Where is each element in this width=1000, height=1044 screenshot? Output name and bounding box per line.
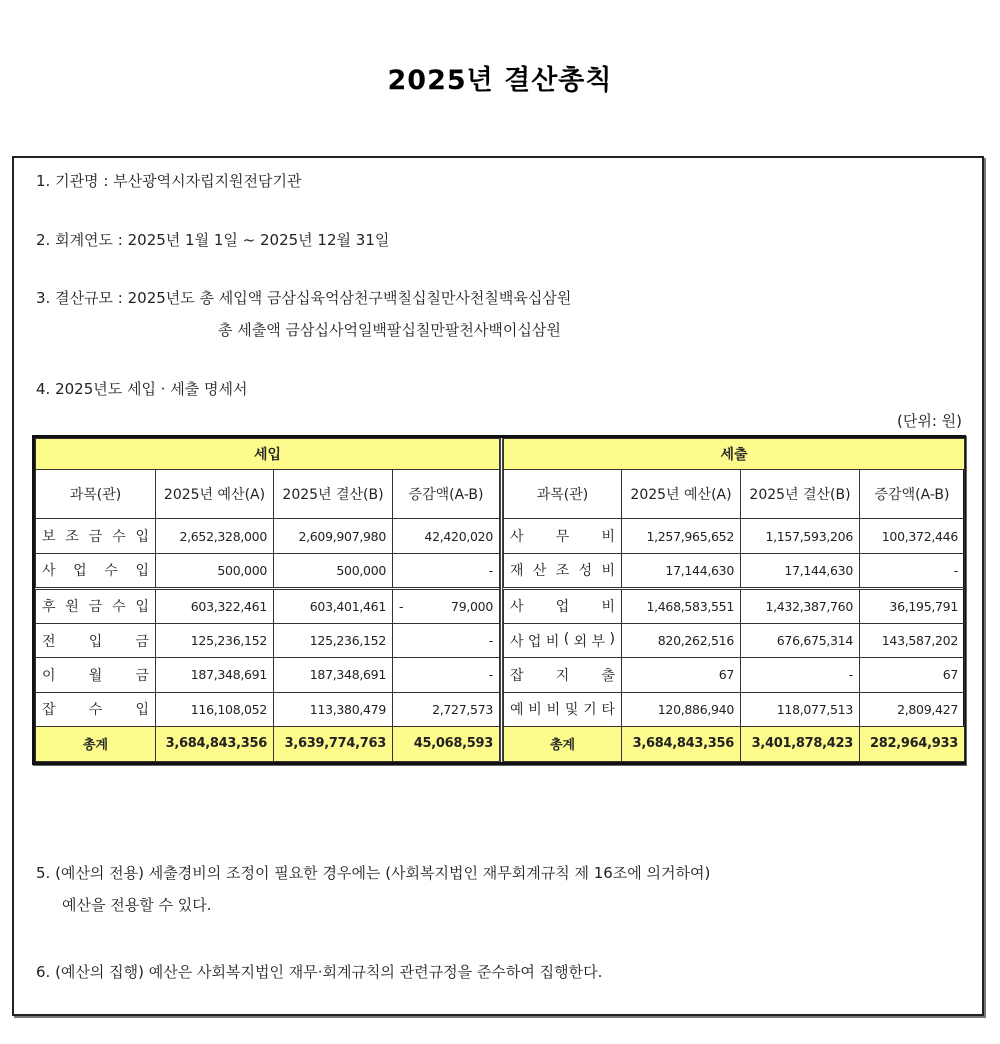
row-diff: -	[393, 658, 500, 692]
row-diff: 36,195,791	[860, 588, 965, 623]
row-actual: 603,401,461	[274, 588, 393, 623]
row-item: 사 무 비	[504, 519, 622, 553]
table-row	[504, 519, 965, 553]
row-item: 보 조 금 수 입	[36, 519, 156, 553]
negative-sign: -	[399, 598, 404, 614]
total-budget: 3,684,843,356	[622, 726, 741, 761]
row-diff: 100,372,446	[860, 519, 965, 553]
table-row	[36, 553, 500, 588]
section-3-scale-expenditure: 총 세출액 금삼십사억일백팔십칠만팔천사백이십삼원	[218, 321, 561, 339]
row-actual: 113,380,479	[274, 692, 393, 726]
col-header-diff: 증감액(A-B)	[393, 470, 500, 519]
row-budget: 2,652,328,000	[156, 519, 274, 553]
revenue-band-title: 세입	[36, 439, 500, 470]
table-row	[504, 692, 965, 726]
row-budget: 67	[622, 658, 741, 692]
page-title: 2025년 결산총칙	[387, 65, 613, 96]
row-diff: 2,727,573	[393, 692, 500, 726]
row-actual: 17,144,630	[741, 553, 860, 588]
total-diff: 282,964,933	[860, 726, 965, 761]
row-budget: 1,257,965,652	[622, 519, 741, 553]
col-header-item: 과목(관)	[36, 470, 156, 519]
table-row	[36, 519, 500, 553]
row-actual: 187,348,691	[274, 658, 393, 692]
unit-label: (단위: 원)	[897, 412, 962, 430]
col-header-actual: 2025년 결산(B)	[741, 470, 860, 519]
total-actual: 3,639,774,763	[274, 726, 393, 761]
table-row	[504, 658, 965, 692]
table-row	[36, 692, 500, 726]
revenue-expenditure-table	[32, 435, 966, 765]
total-actual: 3,401,878,423	[741, 726, 860, 761]
row-diff: 67	[860, 658, 965, 692]
section-3-scale-revenue: 3. 결산규모 : 2025년도 총 세입액 금삼십육억삼천구백칠십칠만사천칠백육십삼원	[36, 289, 572, 307]
col-header-diff: 증감액(A-B)	[860, 470, 965, 519]
total-diff: 45,068,593	[393, 726, 500, 761]
row-item: 예 비 비 및 기 타	[504, 692, 622, 726]
section-4-statement-heading: 4. 2025년도 세입 · 세출 명세서	[36, 380, 248, 398]
row-budget: 187,348,691	[156, 658, 274, 692]
row-actual: 500,000	[274, 553, 393, 588]
col-header-actual: 2025년 결산(B)	[274, 470, 393, 519]
section-5-budget-transfer: 5. (예산의 전용) 세출경비의 조정이 필요한 경우에는 (사회복지법인 재무회계규칙 제 16조에 의거하여)	[36, 864, 711, 882]
row-budget: 120,886,940	[622, 692, 741, 726]
row-actual: 2,609,907,980	[274, 519, 393, 553]
total-budget: 3,684,843,356	[156, 726, 274, 761]
total-label: 총계	[36, 726, 156, 761]
revenue-table	[35, 438, 500, 762]
expenditure-total-row	[504, 726, 965, 761]
section-1-institution: 1. 기관명 : 부산광역시자립지원전담기관	[36, 172, 302, 190]
row-actual: 125,236,152	[274, 624, 393, 658]
total-label: 총계	[504, 726, 622, 761]
row-actual: 1,432,387,760	[741, 588, 860, 623]
table-row	[36, 588, 500, 623]
row-diff: -	[860, 553, 965, 588]
row-actual: 1,157,593,206	[741, 519, 860, 553]
row-item: 이 월 금	[36, 658, 156, 692]
row-budget: 820,262,516	[622, 624, 741, 658]
row-budget: 125,236,152	[156, 624, 274, 658]
row-actual: -	[741, 658, 860, 692]
table-row	[36, 658, 500, 692]
row-diff: 42,420,020	[393, 519, 500, 553]
row-item: 사 업 비	[504, 588, 622, 623]
row-item: 잡 수 입	[36, 692, 156, 726]
table-row	[504, 553, 965, 588]
row-item: 잡 지 출	[504, 658, 622, 692]
row-budget: 603,322,461	[156, 588, 274, 623]
row-actual: 118,077,513	[741, 692, 860, 726]
row-budget: 500,000	[156, 553, 274, 588]
row-item: 전 입 금	[36, 624, 156, 658]
row-item: 재 산 조 성 비	[504, 553, 622, 588]
row-budget: 116,108,052	[156, 692, 274, 726]
section-5-budget-transfer-cont: 예산을 전용할 수 있다.	[62, 896, 212, 914]
row-diff: - 79,000	[393, 588, 500, 623]
table-row	[504, 588, 965, 623]
col-header-budget: 2025년 예산(A)	[156, 470, 274, 519]
row-item: 후 원 금 수 입	[36, 588, 156, 623]
expenditure-band-title: 세출	[504, 439, 965, 470]
table-row	[504, 624, 965, 658]
row-actual: 676,675,314	[741, 624, 860, 658]
row-budget: 17,144,630	[622, 553, 741, 588]
row-item: 사 업 비 ( 외 부 )	[504, 624, 622, 658]
section-6-budget-execution: 6. (예산의 집행) 예산은 사회복지법인 재무·회계규칙의 관련규정을 준수하여 집행한다.	[36, 963, 603, 981]
row-diff: -	[393, 553, 500, 588]
row-budget: 1,468,583,551	[622, 588, 741, 623]
row-diff: 2,809,427	[860, 692, 965, 726]
row-item: 사 업 수 입	[36, 553, 156, 588]
revenue-total-row	[36, 726, 500, 761]
section-2-fiscal-year: 2. 회계연도 : 2025년 1월 1일 ~ 2025년 12월 31일	[36, 231, 390, 249]
expenditure-table	[500, 438, 965, 762]
table-row	[36, 624, 500, 658]
col-header-budget: 2025년 예산(A)	[622, 470, 741, 519]
row-diff: -	[393, 624, 500, 658]
row-diff: 143,587,202	[860, 624, 965, 658]
col-header-item: 과목(관)	[504, 470, 622, 519]
